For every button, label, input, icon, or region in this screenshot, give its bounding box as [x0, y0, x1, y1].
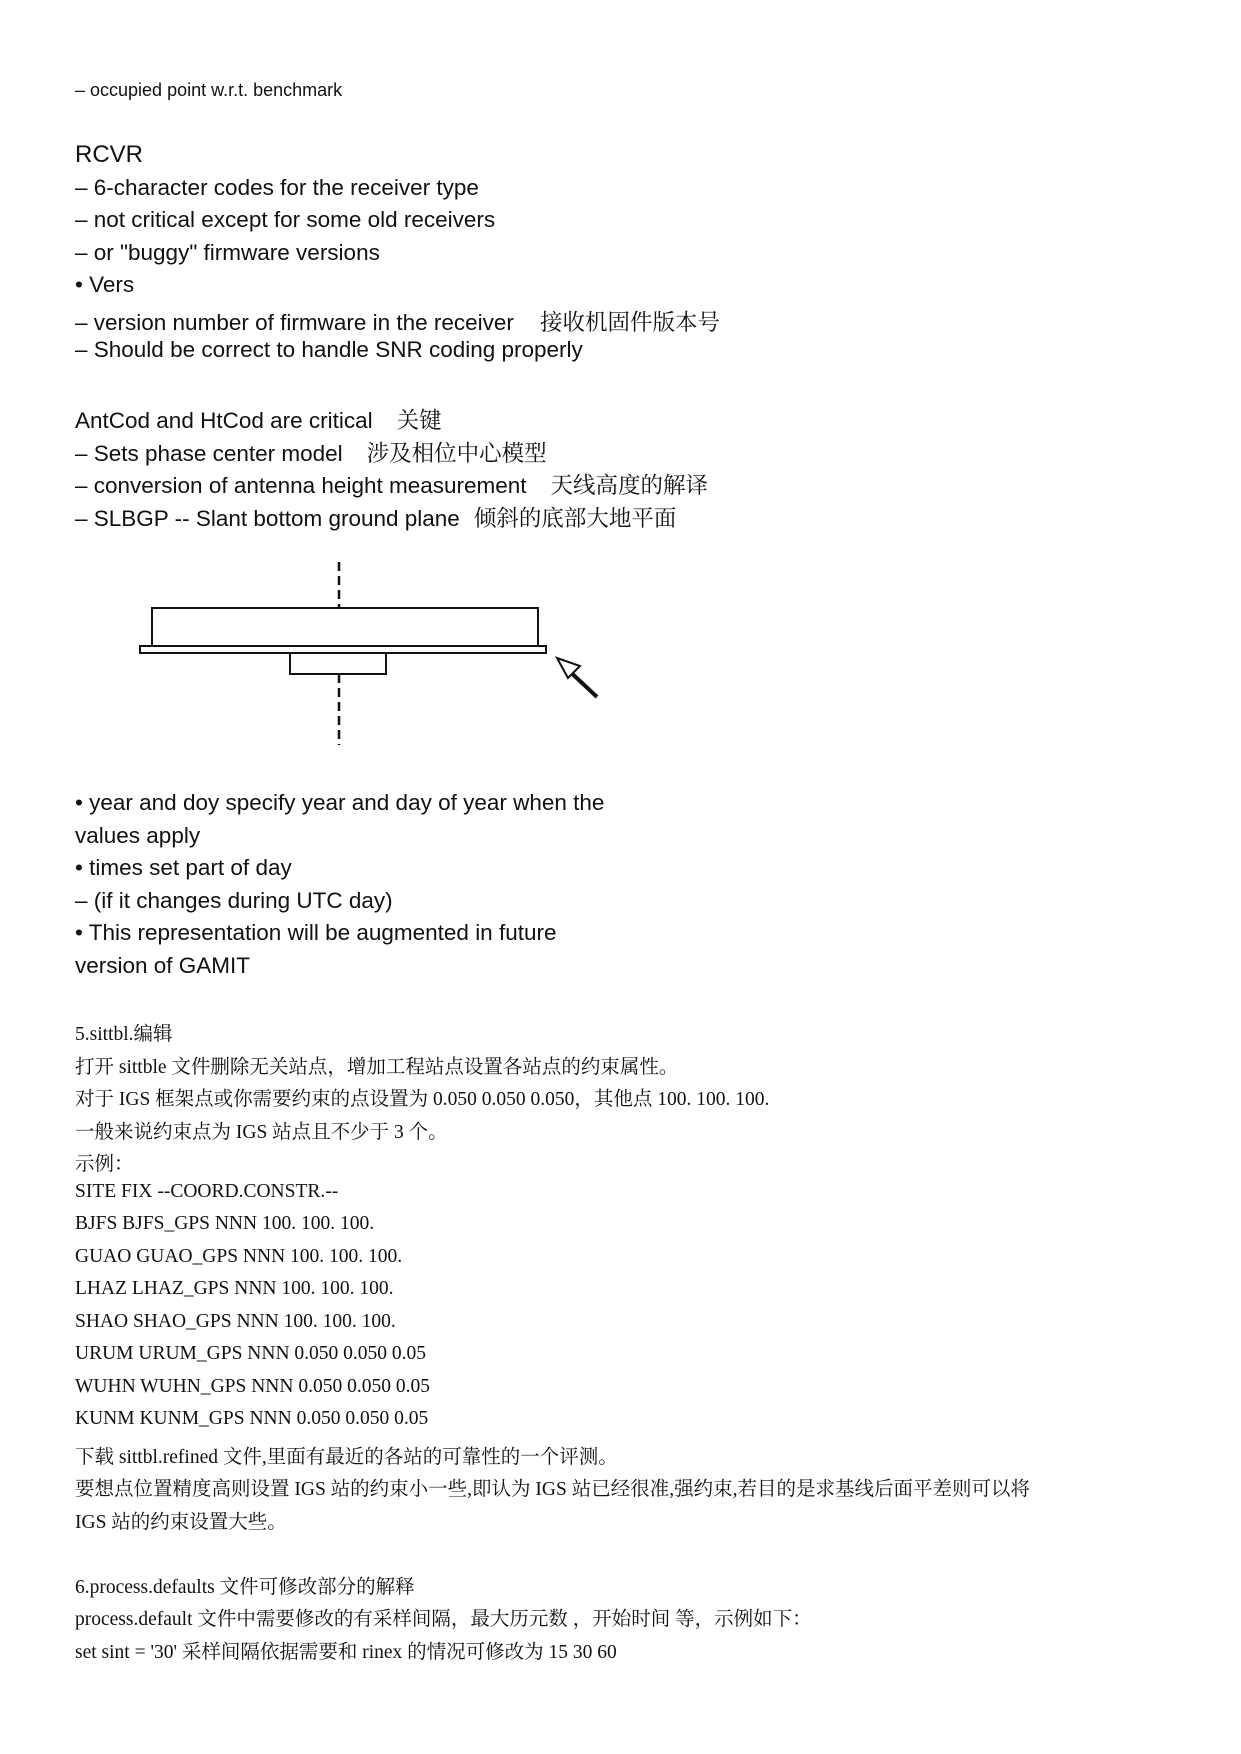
antenna-slant-ground-plane-diagram — [135, 560, 615, 760]
antcod-line-2-cn: 天线高度的解译 — [550, 473, 709, 499]
sittbl-para-2: 对于 IGS 框架点或你需要约束的点设置为 0.050 0.050 0.050，其他点 100. 100. 100. — [75, 1089, 770, 1110]
sittbl-para-7: IGS 站的约束设置大些。 — [75, 1512, 287, 1533]
occupied-point-line: – occupied point w.r.t. benchmark — [75, 80, 343, 100]
vers-line-1-cn: 接收机固件版本号 — [539, 310, 720, 336]
sittbl-row: BJFS BJFS_GPS NNN 100. 100. 100. — [75, 1213, 375, 1234]
sittbl-row: SITE FIX --COORD.CONSTR.-- — [75, 1181, 339, 1202]
rcvr-line-1: – 6-character codes for the receiver type — [75, 175, 479, 200]
times-line-2: – (if it changes during UTC day) — [75, 888, 393, 913]
rcvr-line-3: – or "buggy" firmware versions — [75, 240, 380, 265]
antcod-title-text: AntCod and HtCod are critical — [75, 408, 373, 433]
year-doy-line-2: values apply — [75, 823, 201, 848]
sittbl-row: URUM URUM_GPS NNN 0.050 0.050 0.05 — [75, 1343, 427, 1364]
sittbl-row: GUAO GUAO_GPS NNN 100. 100. 100. — [75, 1246, 403, 1267]
sittbl-row: SHAO SHAO_GPS NNN 100. 100. 100. — [75, 1311, 396, 1332]
representation-line-1: • This representation will be augmented in future — [75, 920, 557, 945]
vers-bullet: • Vers — [75, 272, 135, 297]
antenna-body — [152, 608, 538, 646]
sittbl-para-1: 打开 sittble 文件删除无关站点，增加工程站点设置各站点的约束属性。 — [75, 1057, 679, 1078]
vers-line-2: – Should be correct to handle SNR coding properly — [75, 337, 583, 362]
antcod-line-2-text: – conversion of antenna height measurement — [75, 473, 527, 498]
process-defaults-para-2: set sint = '30' 采样间隔依据需要和 rinex 的情况可修改为 15 30 60 — [75, 1642, 617, 1663]
rcvr-line-2: – not critical except for some old receivers — [75, 207, 496, 232]
year-doy-line-1: • year and doy specify year and day of year when the — [75, 790, 605, 815]
sittbl-para-6: 要想点位置精度高则设置 IGS 站的约束小一些,即认为 IGS 站已经很准,强约束,若目的是求基线后面平差则可以将 — [75, 1479, 1030, 1500]
rcvr-title: RCVR — [75, 141, 144, 168]
sittbl-heading: 5.sittbl.编辑 — [75, 1024, 173, 1045]
vers-line-1 — [75, 305, 720, 337]
sittbl-para-3: 一般来说约束点为 IGS 站点且不少于 3 个。 — [75, 1122, 448, 1143]
antenna-mount — [290, 653, 386, 674]
sittbl-para-5: 下载 sittbl.refined 文件,里面有最近的各站的可靠性的一个评测。 — [75, 1447, 618, 1468]
times-line-1: • times set part of day — [75, 855, 292, 880]
antcod-line-1-cn: 涉及相位中心模型 — [366, 441, 547, 467]
antcod-title — [75, 403, 442, 435]
antcod-line-3 — [75, 501, 676, 533]
process-defaults-heading: 6.process.defaults 文件可修改部分的解释 — [75, 1577, 415, 1598]
ground-plane — [140, 646, 546, 653]
sittbl-example-label: 示例： — [75, 1154, 134, 1175]
sittbl-row: LHAZ LHAZ_GPS NNN 100. 100. 100. — [75, 1278, 394, 1299]
sittbl-row: KUNM KUNM_GPS NNN 0.050 0.050 0.05 — [75, 1408, 429, 1429]
antcod-line-1-text: – Sets phase center model — [75, 441, 343, 466]
antcod-line-3-text: – SLBGP -- Slant bottom ground plane — [75, 506, 460, 531]
vers-line-1-text: – version number of firmware in the receiver — [75, 310, 514, 335]
antcod-title-cn: 关键 — [396, 408, 442, 434]
arrow-icon — [557, 658, 597, 697]
antcod-line-3-cn: 倾斜的底部大地平面 — [473, 506, 677, 532]
sittbl-row: WUHN WUHN_GPS NNN 0.050 0.050 0.05 — [75, 1376, 430, 1397]
antcod-line-1 — [75, 436, 547, 468]
antcod-line-2 — [75, 468, 708, 500]
process-defaults-para-1: process.default 文件中需要修改的有采样间隔，最大历元数 ，开始时间 等，示例如下： — [75, 1609, 812, 1630]
representation-line-2: version of GAMIT — [75, 953, 251, 978]
